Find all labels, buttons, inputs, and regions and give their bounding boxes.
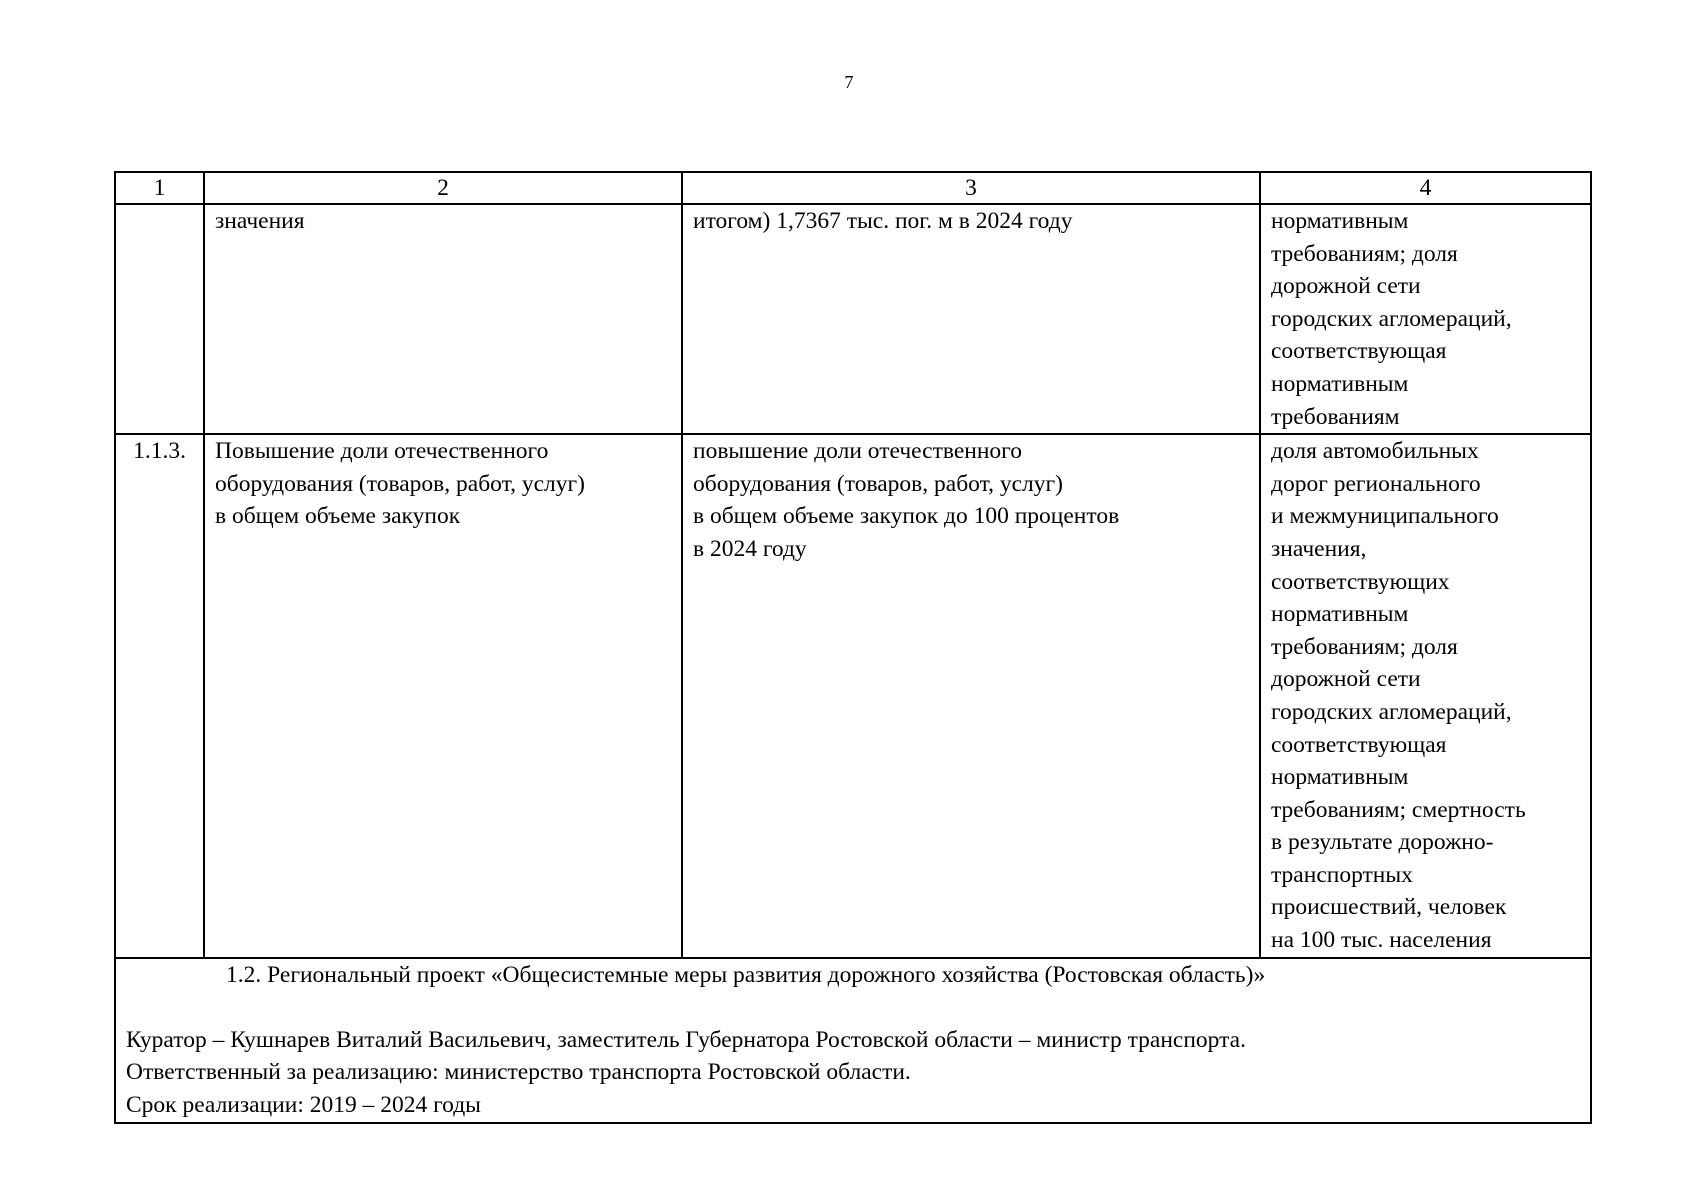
text-line: Повышение доли отечественного [215, 438, 549, 465]
header-col-4: 4 [1260, 172, 1591, 204]
text-line: итогом) 1,7367 тыс. пог. м в 2024 году [693, 208, 1073, 234]
project-cell [115, 958, 1591, 1123]
table-row-continuation [115, 204, 1591, 434]
measure-name-cell [204, 204, 682, 434]
text-line: повышение доли отечественного [693, 438, 1022, 465]
text-line: требованиям; доля [1271, 633, 1458, 660]
measure-result-cell [682, 204, 1260, 434]
text-line: городских агломераций, [1271, 305, 1512, 332]
text-line: доля автомобильных [1271, 438, 1479, 465]
text-line: в общем объеме закупок [215, 503, 461, 530]
table-row-project [115, 958, 1591, 1123]
project-responsible: Ответственный за реализацию: министерство транспорта Ростовской области. [126, 1059, 911, 1086]
text-line: дорожной сети [1271, 273, 1421, 300]
text-line: в 2024 году [693, 535, 807, 562]
page-number: 7 [844, 72, 854, 92]
text-line: требованиям [1271, 403, 1400, 430]
text-line: требованиям; смертность [1271, 796, 1526, 823]
text-line: в результате дорожно- [1271, 829, 1494, 856]
row-number-cell [115, 204, 204, 434]
text-line: оборудования (товаров, работ, услуг) [215, 470, 585, 497]
row-number-cell: 1.1.3. [115, 434, 204, 958]
text-line: требованиям; доля [1271, 240, 1458, 267]
project-title: 1.2. Региональный проект «Общесистемные меры развития дорожного хозяйства (Ростовская область)» [226, 961, 1266, 988]
text-line: оборудования (товаров, работ, услуг) [693, 470, 1063, 497]
measure-result-cell [682, 434, 1260, 958]
measure-name-cell [204, 434, 682, 958]
project-gap [126, 991, 1580, 1024]
indicator-cell [1260, 204, 1591, 434]
text-line: соответствующих [1271, 568, 1450, 595]
text-line: нормативным [1271, 370, 1409, 397]
indicator-cell [1260, 434, 1591, 958]
text-line: соответствующая [1271, 338, 1447, 365]
text-line: на 100 тыс. населения [1271, 927, 1492, 954]
table-header-row [115, 172, 1591, 204]
text-line: и межмуниципального [1271, 503, 1499, 530]
text-line: дорог регионального [1271, 470, 1481, 497]
header-col-3: 3 [682, 172, 1260, 204]
text-line: соответствующая [1271, 731, 1447, 758]
text-line: нормативным [1271, 764, 1409, 791]
text-line: значения, [1271, 535, 1367, 562]
text-line: происшествий, человек [1271, 894, 1507, 921]
measures-table [114, 171, 1592, 1124]
text-line: значения [215, 208, 305, 234]
text-line: городских агломераций, [1271, 698, 1512, 725]
project-curator: Куратор – Кушнарев Виталий Васильевич, заместитель Губернатора Ростовской области – министр транспорта. [126, 1026, 1246, 1053]
text-line: нормативным [1271, 601, 1409, 628]
project-term: Срок реализации: 2019 – 2024 годы [126, 1092, 481, 1119]
header-col-2: 2 [204, 172, 682, 204]
table-row-1-1-3 [115, 434, 1591, 958]
text-line: дорожной сети [1271, 666, 1421, 693]
text-line: в общем объеме закупок до 100 процентов [693, 503, 1120, 530]
header-col-1: 1 [115, 172, 204, 204]
text-line: нормативным [1271, 208, 1409, 234]
text-line: транспортных [1271, 861, 1413, 888]
